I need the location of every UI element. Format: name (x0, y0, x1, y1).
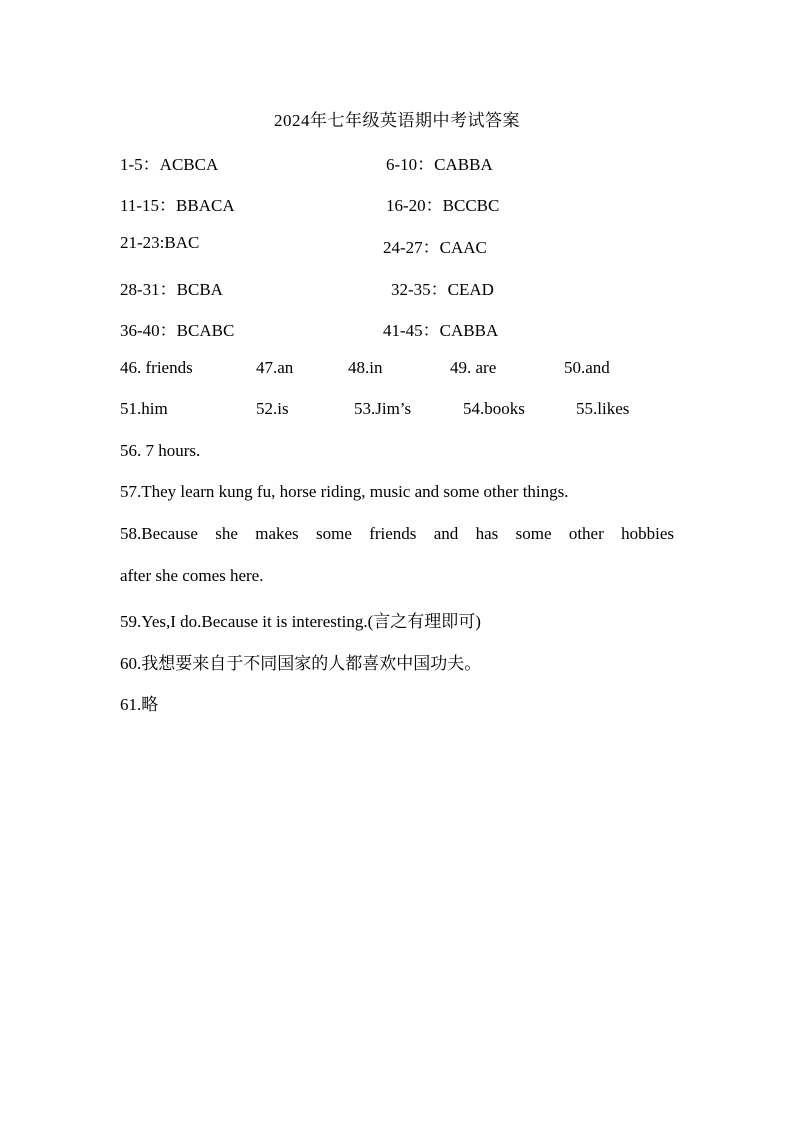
choice-answer-left: 28-31：BCBA (120, 280, 223, 299)
answer-57: 57.They learn kung fu, horse riding, music and some other things. (120, 482, 569, 501)
fill-answer: 49. are (450, 358, 497, 377)
fill-answer: 48.in (348, 358, 383, 377)
choice-answer-right: 32-35：CEAD (391, 280, 494, 299)
fill-answer: 50.and (564, 358, 610, 377)
choice-answer-right: 6-10：CABBA (386, 155, 493, 174)
fill-answer: 52.is (256, 399, 289, 418)
choice-answer-left: 21-23:BAC (120, 233, 200, 252)
fill-answer: 55.likes (576, 399, 630, 418)
answer-59: 59.Yes,I do.Because it is interesting.(言之有理即可) (120, 612, 481, 631)
fill-answer: 54.books (463, 399, 525, 418)
choice-answer-right: 24-27：CAAC (383, 238, 487, 257)
choice-answer-right: 16-20：BCCBC (386, 196, 500, 215)
answer-60: 60.我想要来自于不同国家的人都喜欢中国功夫。 (120, 654, 482, 673)
answer-56: 56. 7 hours. (120, 441, 201, 460)
fill-answer: 53.Jim’s (354, 399, 412, 418)
fill-answer: 51.him (120, 399, 168, 418)
answer-61: 61.略 (120, 695, 159, 714)
fill-answer: 47.an (256, 358, 294, 377)
choice-answer-right: 41-45：CABBA (383, 321, 499, 340)
choice-answer-left: 1-5：ACBCA (120, 155, 219, 174)
fill-answer: 46. friends (120, 358, 193, 377)
answer-58-line1: 58.Because she makes some friends and has some other hobbies (120, 524, 674, 543)
answer-58-line2: after she comes here. (120, 566, 264, 585)
choice-answer-left: 11-15：BBACA (120, 196, 235, 215)
choice-answer-left: 36-40：BCABC (120, 321, 235, 340)
page-title: 2024年七年级英语期中考试答案 (274, 111, 520, 130)
